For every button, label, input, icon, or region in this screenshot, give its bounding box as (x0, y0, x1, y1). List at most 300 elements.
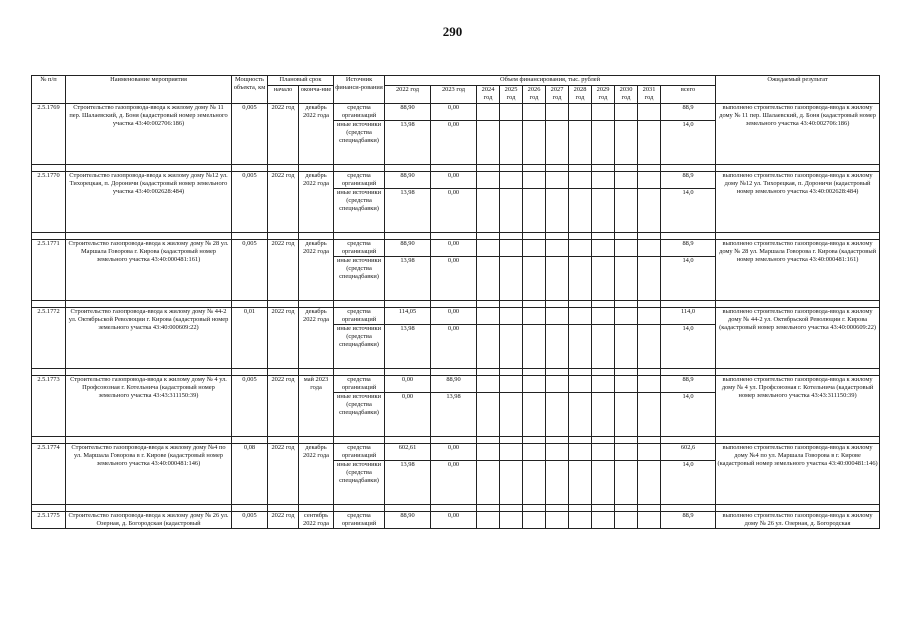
row-value (500, 172, 523, 189)
row-value: 88,90 (385, 104, 431, 121)
spacer-cell (268, 301, 299, 308)
row-value: 13,98 (385, 257, 431, 301)
spacer-cell (385, 437, 431, 444)
row-value: 13,98 (385, 121, 431, 165)
row-total: 88,9 (661, 104, 716, 121)
spacer-cell (592, 233, 615, 240)
spacer-cell (638, 301, 661, 308)
row-spacer (32, 437, 880, 444)
row-total: 14,0 (661, 257, 716, 301)
row-capacity: 0,005 (232, 512, 268, 529)
row-start: 2022 год (268, 104, 299, 165)
row-value (500, 325, 523, 369)
row-value (546, 257, 569, 301)
row-value (500, 240, 523, 257)
table-row (32, 104, 880, 121)
spacer-cell (431, 437, 477, 444)
header-end: оконча-ние (299, 86, 334, 104)
row-value (592, 240, 615, 257)
spacer-cell (32, 233, 66, 240)
spacer-cell (569, 233, 592, 240)
row-value: 88,90 (385, 240, 431, 257)
row-spacer (32, 369, 880, 376)
spacer-cell (334, 437, 385, 444)
row-value: 0,00 (431, 308, 477, 325)
row-spacer (32, 505, 880, 512)
spacer-cell (546, 165, 569, 172)
spacer-cell (716, 505, 880, 512)
row-value (638, 308, 661, 325)
row-value (546, 104, 569, 121)
spacer-cell (268, 437, 299, 444)
spacer-cell (592, 369, 615, 376)
row-value (615, 393, 638, 437)
row-value (592, 308, 615, 325)
row-value (638, 104, 661, 121)
spacer-cell (32, 301, 66, 308)
spacer-cell (334, 505, 385, 512)
row-value (615, 325, 638, 369)
row-value (500, 257, 523, 301)
row-value: 13,98 (385, 189, 431, 233)
row-name: Строительство газопровода-ввода к жилому дому № 26 ул. Озерная, д. Богородская (кадастровый (66, 512, 232, 529)
row-total: 88,9 (661, 376, 716, 393)
row-end: декабрь 2022 года (299, 240, 334, 301)
spacer-cell (477, 301, 500, 308)
spacer-cell (546, 437, 569, 444)
header-year: 2028 год (569, 86, 592, 104)
spacer-cell (66, 165, 232, 172)
row-source: иные источники (средства спецнадбавки) (334, 257, 385, 301)
header-name: Наименование мероприятия (66, 76, 232, 104)
spacer-cell (638, 369, 661, 376)
row-end: декабрь 2022 года (299, 172, 334, 233)
row-value (592, 393, 615, 437)
row-start: 2022 год (268, 512, 299, 529)
spacer-cell (500, 369, 523, 376)
row-num: 2.5.1769 (32, 104, 66, 165)
spacer-cell (500, 301, 523, 308)
row-spacer (32, 165, 880, 172)
header-year: 2022 год (385, 86, 431, 104)
row-value (523, 393, 546, 437)
row-value: 0,00 (431, 325, 477, 369)
row-value: 0,00 (431, 257, 477, 301)
header-term: Плановый срок (268, 76, 334, 86)
spacer-cell (299, 301, 334, 308)
row-value (500, 121, 523, 165)
row-value (477, 172, 500, 189)
spacer-cell (431, 301, 477, 308)
row-value (638, 257, 661, 301)
spacer-cell (268, 369, 299, 376)
spacer-cell (523, 505, 546, 512)
row-value (615, 308, 638, 325)
row-source: иные источники (средства спецнадбавки) (334, 121, 385, 165)
row-start: 2022 год (268, 172, 299, 233)
row-value (500, 189, 523, 233)
spacer-cell (334, 369, 385, 376)
row-value (546, 121, 569, 165)
spacer-cell (638, 233, 661, 240)
row-num: 2.5.1770 (32, 172, 66, 233)
spacer-cell (299, 233, 334, 240)
spacer-cell (385, 301, 431, 308)
row-value (477, 393, 500, 437)
spacer-cell (592, 437, 615, 444)
row-value (638, 393, 661, 437)
row-value (477, 104, 500, 121)
row-source: средства организаций (334, 376, 385, 393)
row-value (569, 444, 592, 461)
spacer-cell (569, 301, 592, 308)
spacer-cell (268, 233, 299, 240)
spacer-cell (500, 437, 523, 444)
row-value (500, 444, 523, 461)
spacer-cell (431, 505, 477, 512)
row-value (592, 189, 615, 233)
row-result: выполнено строительство газопровода-ввода к жилому дому № 11 пер. Шалаевский, д. Боня (кадастровый номер земельного участка 43:40:002706:186) (716, 104, 880, 165)
row-value (477, 308, 500, 325)
row-value (638, 240, 661, 257)
row-value (569, 257, 592, 301)
spacer-cell (268, 165, 299, 172)
row-value: 0,00 (431, 461, 477, 505)
spacer-cell (569, 505, 592, 512)
row-value: 13,98 (431, 393, 477, 437)
row-source: средства организаций (334, 104, 385, 121)
row-value (477, 461, 500, 505)
row-value (523, 444, 546, 461)
spacer-cell (385, 369, 431, 376)
row-end: декабрь 2022 года (299, 308, 334, 369)
table-row (32, 376, 880, 393)
spacer-cell (523, 369, 546, 376)
row-value (477, 512, 500, 529)
row-value: 13,98 (385, 325, 431, 369)
header-year: 2024 год (477, 86, 500, 104)
row-value: 0,00 (385, 393, 431, 437)
spacer-cell (615, 505, 638, 512)
spacer-cell (716, 165, 880, 172)
row-value (615, 121, 638, 165)
spacer-cell (32, 437, 66, 444)
row-value (638, 189, 661, 233)
row-end: декабрь 2022 года (299, 444, 334, 505)
row-value: 0,00 (385, 376, 431, 393)
row-name: Строительство газопровода-ввода к жилому дому №12 ул. Тихорецкая, п. Дороничи (кадастровый номер земельного участка 43:40:002628:484) (66, 172, 232, 233)
row-num: 2.5.1772 (32, 308, 66, 369)
spacer-cell (638, 505, 661, 512)
row-total: 14,0 (661, 325, 716, 369)
row-value (569, 172, 592, 189)
spacer-cell (232, 165, 268, 172)
spacer-cell (477, 437, 500, 444)
spacer-cell (385, 233, 431, 240)
row-value (569, 121, 592, 165)
spacer-cell (477, 165, 500, 172)
row-value (546, 308, 569, 325)
row-source: средства организаций (334, 308, 385, 325)
spacer-cell (334, 301, 385, 308)
row-result: выполнено строительство газопровода-ввода к жилому дому № 28 ул. Маршала Говорова г. Кирова (кадастровый номер земельного участка 43:40:000481:161) (716, 240, 880, 301)
row-value (500, 308, 523, 325)
row-value: 0,00 (431, 172, 477, 189)
spacer-cell (615, 165, 638, 172)
spacer-cell (334, 233, 385, 240)
row-value (477, 240, 500, 257)
row-capacity: 0,005 (232, 240, 268, 301)
row-value (477, 444, 500, 461)
row-value (477, 121, 500, 165)
row-value (615, 512, 638, 529)
spacer-cell (523, 233, 546, 240)
header-result: Ожидаемый результат (716, 76, 880, 104)
row-value (615, 461, 638, 505)
row-value (615, 240, 638, 257)
spacer-cell (546, 301, 569, 308)
row-value: 0,00 (431, 444, 477, 461)
row-num: 2.5.1773 (32, 376, 66, 437)
row-spacer (32, 233, 880, 240)
spacer-cell (716, 233, 880, 240)
row-value (523, 104, 546, 121)
row-value (638, 376, 661, 393)
header-year: 2031 год (638, 86, 661, 104)
row-value (569, 189, 592, 233)
row-num: 2.5.1775 (32, 512, 66, 529)
row-total: 88,9 (661, 172, 716, 189)
spacer-cell (431, 369, 477, 376)
spacer-cell (232, 437, 268, 444)
row-value (569, 308, 592, 325)
spacer-cell (32, 369, 66, 376)
row-value (615, 189, 638, 233)
header-year: 2023 год (431, 86, 477, 104)
row-value (592, 325, 615, 369)
row-result: выполнено строительство газопровода-ввода к жилому дому № 4 ул. Профсоюзная г. Котельнича (кадастровый номер земельного участка 43:43:311150:39) (716, 376, 880, 437)
page-number: 290 (442, 24, 463, 39)
row-total: 114,0 (661, 308, 716, 325)
row-source: средства организаций (334, 240, 385, 257)
row-value (615, 376, 638, 393)
row-value (477, 376, 500, 393)
spacer-cell (661, 165, 716, 172)
table-row (32, 308, 880, 325)
row-source: иные источники (средства спецнадбавки) (334, 189, 385, 233)
row-value: 114,05 (385, 308, 431, 325)
row-value (592, 444, 615, 461)
row-source: иные источники (средства спецнадбавки) (334, 461, 385, 505)
row-name: Строительство газопровода-ввода к жилому дому № 11 пер. Шалаевский, д. Боня (кадастровый номер земельного участка 43:40:002706:186) (66, 104, 232, 165)
header-year: 2027 год (546, 86, 569, 104)
row-value (638, 121, 661, 165)
row-capacity: 0,005 (232, 376, 268, 437)
row-name: Строительство газопровода-ввода к жилому дому № 4 ул. Профсоюзная г. Котельнича (кадастровый номер земельного участка 43:43:311150:39) (66, 376, 232, 437)
row-value (569, 325, 592, 369)
row-total: 14,0 (661, 121, 716, 165)
header-year: 2029 год (592, 86, 615, 104)
row-value (546, 189, 569, 233)
spacer-cell (268, 505, 299, 512)
spacer-cell (500, 505, 523, 512)
spacer-cell (546, 233, 569, 240)
table-row (32, 240, 880, 257)
spacer-cell (638, 165, 661, 172)
table-row (32, 172, 880, 189)
row-value (592, 172, 615, 189)
row-source: иные источники (средства спецнадбавки) (334, 325, 385, 369)
row-value (592, 376, 615, 393)
row-value (477, 325, 500, 369)
row-value (546, 461, 569, 505)
spacer-cell (592, 505, 615, 512)
header-year: 2030 год (615, 86, 638, 104)
row-value (523, 376, 546, 393)
header-source: Источник финанси-рования (334, 76, 385, 104)
spacer-cell (66, 301, 232, 308)
row-value (569, 104, 592, 121)
row-value: 13,98 (385, 461, 431, 505)
row-source: средства организаций (334, 444, 385, 461)
spacer-cell (334, 165, 385, 172)
row-value (638, 444, 661, 461)
row-value (569, 376, 592, 393)
row-value (477, 257, 500, 301)
row-value (569, 240, 592, 257)
row-start: 2022 год (268, 444, 299, 505)
spacer-cell (232, 505, 268, 512)
spacer-cell (661, 505, 716, 512)
header-year: 2026 год (523, 86, 546, 104)
spacer-cell (592, 301, 615, 308)
spacer-cell (615, 301, 638, 308)
row-value: 88,90 (385, 512, 431, 529)
spacer-cell (569, 369, 592, 376)
row-total: 88,9 (661, 512, 716, 529)
header-volume: Объем финансирования, тыс. рублей (385, 76, 716, 86)
row-value (546, 376, 569, 393)
spacer-cell (523, 437, 546, 444)
row-value (500, 512, 523, 529)
table-row (32, 444, 880, 461)
spacer-cell (716, 301, 880, 308)
row-value: 88,90 (431, 376, 477, 393)
row-result: выполнено строительство газопровода-ввода к жилому дому № 44-2 ул. Октябрьской Революции г. Кирова (кадастровый номер земельного участка 43:40:000609:22) (716, 308, 880, 369)
row-result: выполнено строительство газопровода-ввода к жилому дому №4 по ул. Маршала Говорова в г. Кирове (кадастровый номер земельного участка 43:40:000481:146) (716, 444, 880, 505)
spacer-cell (500, 165, 523, 172)
header-year: 2025 год (500, 86, 523, 104)
row-value (638, 325, 661, 369)
row-total: 14,0 (661, 189, 716, 233)
row-source: средства организаций (334, 512, 385, 529)
row-value (523, 257, 546, 301)
spacer-cell (523, 301, 546, 308)
row-value: 88,90 (385, 172, 431, 189)
spacer-cell (615, 437, 638, 444)
spacer-cell (523, 165, 546, 172)
row-value (546, 240, 569, 257)
row-value (615, 172, 638, 189)
row-value (477, 189, 500, 233)
row-value: 0,00 (431, 104, 477, 121)
row-name: Строительство газопровода-ввода к жилому дому № 44-2 ул. Октябрьской Революции г. Кирова (кадастровый номер земельного участка 43:40:000609:22) (66, 308, 232, 369)
spacer-cell (716, 369, 880, 376)
row-total: 602,6 (661, 444, 716, 461)
row-value (569, 461, 592, 505)
spacer-cell (546, 505, 569, 512)
spacer-cell (477, 369, 500, 376)
row-value (592, 104, 615, 121)
spacer-cell (661, 301, 716, 308)
spacer-cell (431, 165, 477, 172)
row-value: 0,00 (431, 189, 477, 233)
spacer-cell (661, 233, 716, 240)
row-value (546, 444, 569, 461)
spacer-cell (299, 369, 334, 376)
financing-table (31, 75, 880, 529)
row-value (500, 461, 523, 505)
row-name: Строительство газопровода-ввода к жилому дому № 28 ул. Маршала Говорова г. Кирова (кадастровый номер земельного участка 43:40:000481:161) (66, 240, 232, 301)
row-source: средства организаций (334, 172, 385, 189)
row-value (592, 461, 615, 505)
row-value (523, 121, 546, 165)
row-value (546, 172, 569, 189)
spacer-cell (661, 437, 716, 444)
row-value (523, 512, 546, 529)
row-value (523, 240, 546, 257)
row-spacer (32, 301, 880, 308)
header-start: начало (268, 86, 299, 104)
row-value (569, 512, 592, 529)
row-value (523, 308, 546, 325)
row-value (523, 172, 546, 189)
row-total: 88,9 (661, 240, 716, 257)
spacer-cell (546, 369, 569, 376)
spacer-cell (385, 505, 431, 512)
row-end: сентябрь 2022 года (299, 512, 334, 529)
row-value (546, 393, 569, 437)
header-total: всего (661, 86, 716, 104)
row-value (500, 393, 523, 437)
spacer-cell (500, 233, 523, 240)
row-value (638, 512, 661, 529)
row-total: 14,0 (661, 461, 716, 505)
spacer-cell (638, 437, 661, 444)
spacer-cell (385, 165, 431, 172)
spacer-cell (66, 505, 232, 512)
row-name: Строительство газопровода-ввода к жилому дому №4 по ул. Маршала Говорова в г. Кирове (кадастровый номер земельного участка 43:40:000481:146) (66, 444, 232, 505)
row-value (615, 257, 638, 301)
row-value (592, 257, 615, 301)
row-value (615, 444, 638, 461)
spacer-cell (431, 233, 477, 240)
spacer-cell (615, 369, 638, 376)
spacer-cell (32, 505, 66, 512)
spacer-cell (232, 301, 268, 308)
row-value: 602,61 (385, 444, 431, 461)
spacer-cell (716, 437, 880, 444)
row-value (546, 512, 569, 529)
spacer-cell (232, 369, 268, 376)
spacer-cell (299, 505, 334, 512)
row-start: 2022 год (268, 376, 299, 437)
row-value (638, 461, 661, 505)
row-value (523, 189, 546, 233)
row-value: 0,00 (431, 240, 477, 257)
row-value (569, 393, 592, 437)
spacer-cell (477, 233, 500, 240)
